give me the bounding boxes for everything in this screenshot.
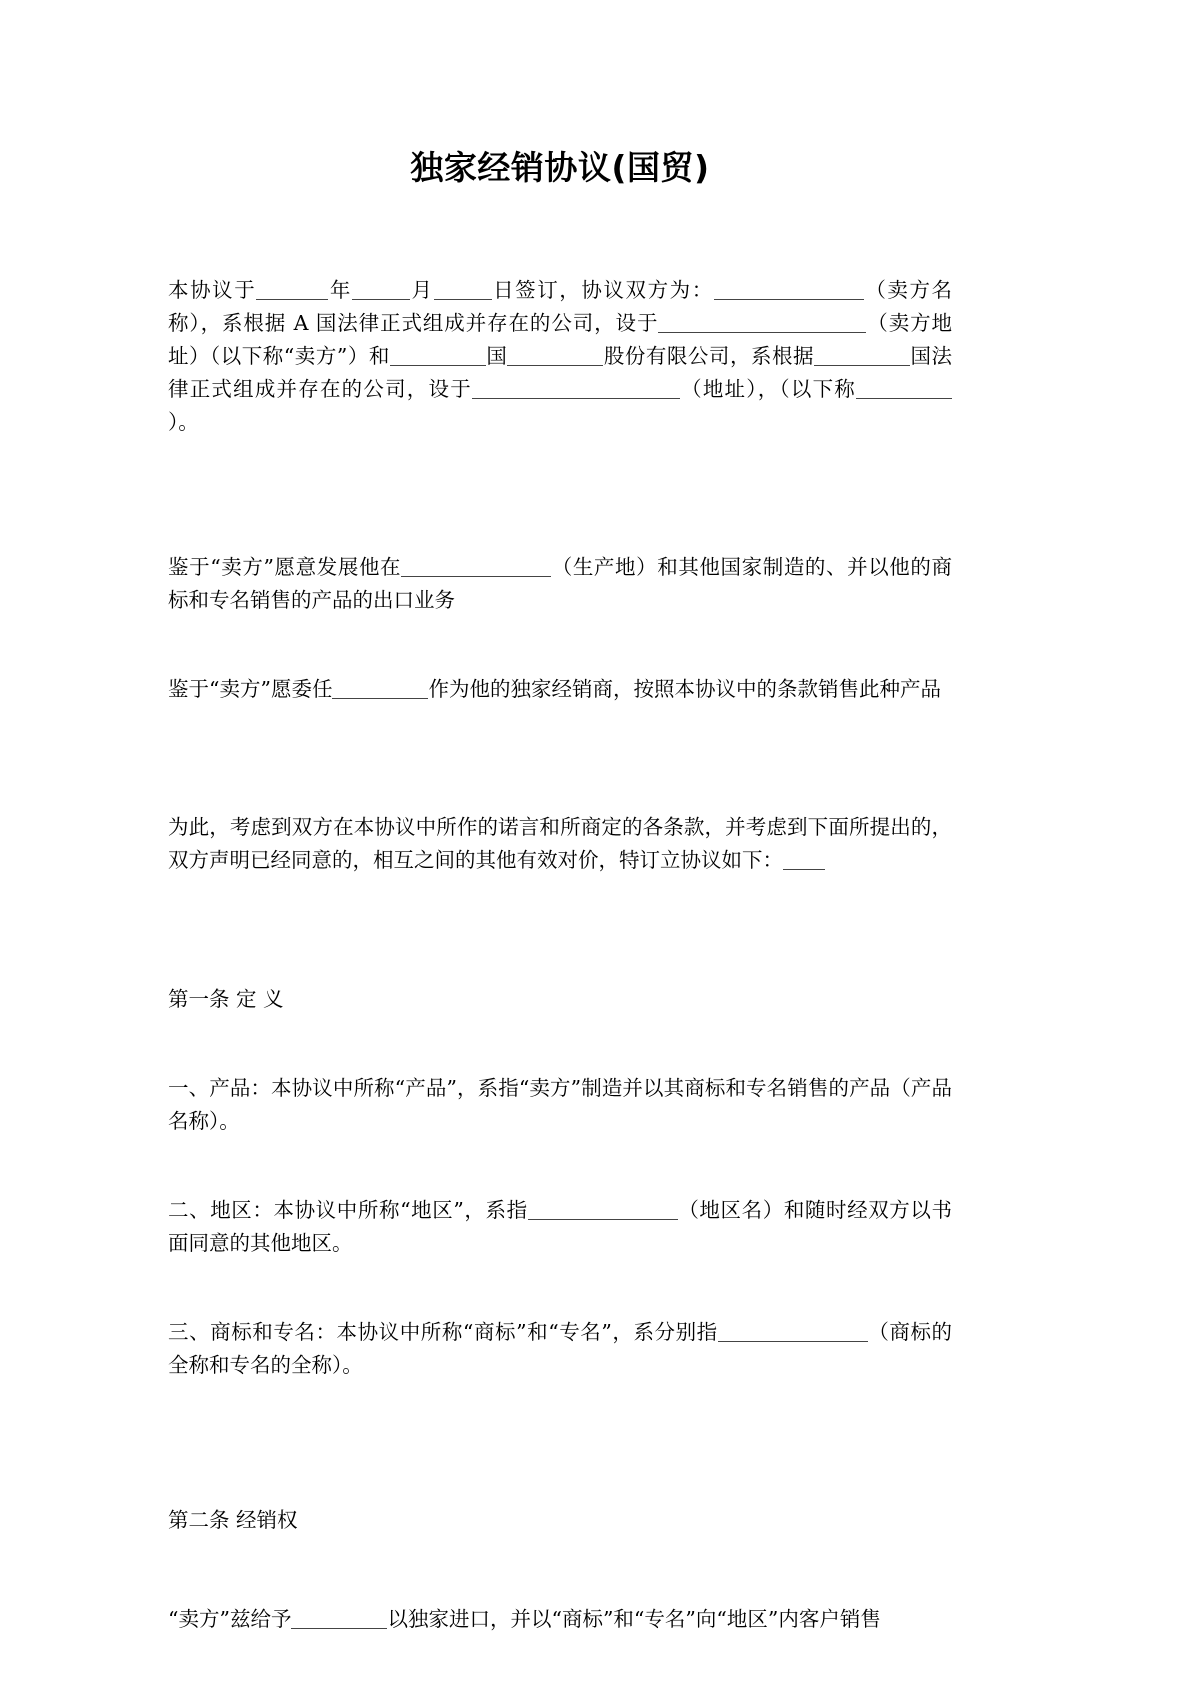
fill-in-blank — [352, 279, 410, 301]
spacer — [168, 877, 952, 943]
fill-in-blank — [814, 345, 910, 367]
text-run: （地区名）和随时经双方以书面同意的其他地区。 — [168, 1197, 953, 1255]
fill-in-blank — [332, 678, 428, 700]
text-run: 国 — [485, 343, 508, 368]
spacer — [168, 1537, 952, 1603]
spacer — [168, 943, 952, 983]
paragraph-preamble — [168, 274, 952, 439]
text-run: （卖方名称），系根据 A 国法律正式组成并存在的公司，设于 — [168, 277, 953, 335]
spacer — [168, 706, 952, 778]
fill-in-blank — [507, 345, 603, 367]
text-run: （地址），（以下称 — [679, 376, 857, 401]
paragraph-now-therefore — [168, 811, 952, 877]
text-run: 作为他的独家经销商，按照本协议中的条款销售此种产品 — [428, 676, 941, 701]
spacer — [168, 1260, 952, 1316]
fill-in-blank — [714, 279, 864, 301]
fill-in-blank — [291, 1608, 387, 1630]
fill-in-blank — [472, 378, 680, 400]
text-run: “卖方”兹给予 — [168, 1606, 292, 1631]
text-run: 二、地区：本协议中所称“地区”，系指 — [168, 1197, 528, 1222]
spacer — [168, 1382, 952, 1448]
text-run: 日签订，协议双方为： — [491, 277, 714, 302]
spacer — [168, 511, 952, 551]
text-run: 国法律正式组成并存在的公司，设于 — [168, 343, 953, 401]
text-run: 本协议于 — [168, 277, 257, 302]
page-title: 独家经销协议(国贸) — [410, 148, 710, 187]
clause-heading-2: 第二条 经销权 — [168, 1507, 298, 1532]
text-run: （商标的全称和专名的全称）。 — [168, 1319, 953, 1377]
fill-in-blank — [390, 345, 486, 367]
fill-in-blank — [658, 312, 866, 334]
fill-in-blank — [256, 279, 328, 301]
text-run: 为此，考虑到双方在本协议中所作的诺言和所商定的各条款，并考虑到下面所提出的，双方声明已经同意的，相互之间的其他有效对价，特订立协议如下： — [168, 814, 952, 872]
clause-2-item-1 — [168, 1603, 952, 1636]
fill-in-blank — [434, 279, 492, 301]
paragraph-whereas-2 — [168, 673, 952, 706]
clause-1-item-2 — [168, 1194, 952, 1260]
text-run: 一、产品：本协议中所称“产品”，系指“卖方”制造并以其商标和专名销售的产品（产品名称）。 — [168, 1075, 952, 1133]
spacer — [168, 439, 952, 511]
text-run: 鉴于“卖方”愿委任 — [168, 676, 333, 701]
fill-in-blank — [783, 849, 825, 871]
spacer — [168, 188, 952, 274]
fill-in-blank — [718, 1321, 868, 1343]
spacer — [168, 1016, 952, 1072]
text-run: （卖方地址）（以下称“卖方”）和 — [168, 310, 953, 368]
text-run: 鉴于“卖方”愿意发展他在 — [168, 554, 402, 579]
spacer — [168, 1138, 952, 1194]
text-run: ）。 — [168, 409, 199, 434]
spacer — [168, 617, 952, 673]
fill-in-blank — [528, 1199, 678, 1221]
text-run: 三、商标和专名：本协议中所称“商标”和“专名”，系分别指 — [168, 1319, 718, 1344]
spacer — [168, 778, 952, 811]
text-run: （生产地）和其他国家制造的、并以他的商标和专名销售的产品的出口业务 — [168, 554, 952, 612]
document-body — [168, 0, 952, 1636]
clause-1-item-3 — [168, 1316, 952, 1382]
text-run: 月 — [409, 277, 434, 302]
text-run: 年 — [328, 277, 352, 302]
clause-heading-1: 第一条 定 义 — [168, 986, 284, 1011]
paragraph-whereas-1 — [168, 551, 952, 617]
spacer — [168, 1448, 952, 1504]
fill-in-blank — [856, 378, 952, 400]
fill-in-blank — [401, 556, 551, 578]
text-run: 以独家进口，并以“商标”和“专名”向“地区”内客户销售 — [387, 1606, 881, 1631]
clause-1-item-1 — [168, 1072, 952, 1138]
text-run: 股份有限公司，系根据 — [603, 343, 814, 368]
